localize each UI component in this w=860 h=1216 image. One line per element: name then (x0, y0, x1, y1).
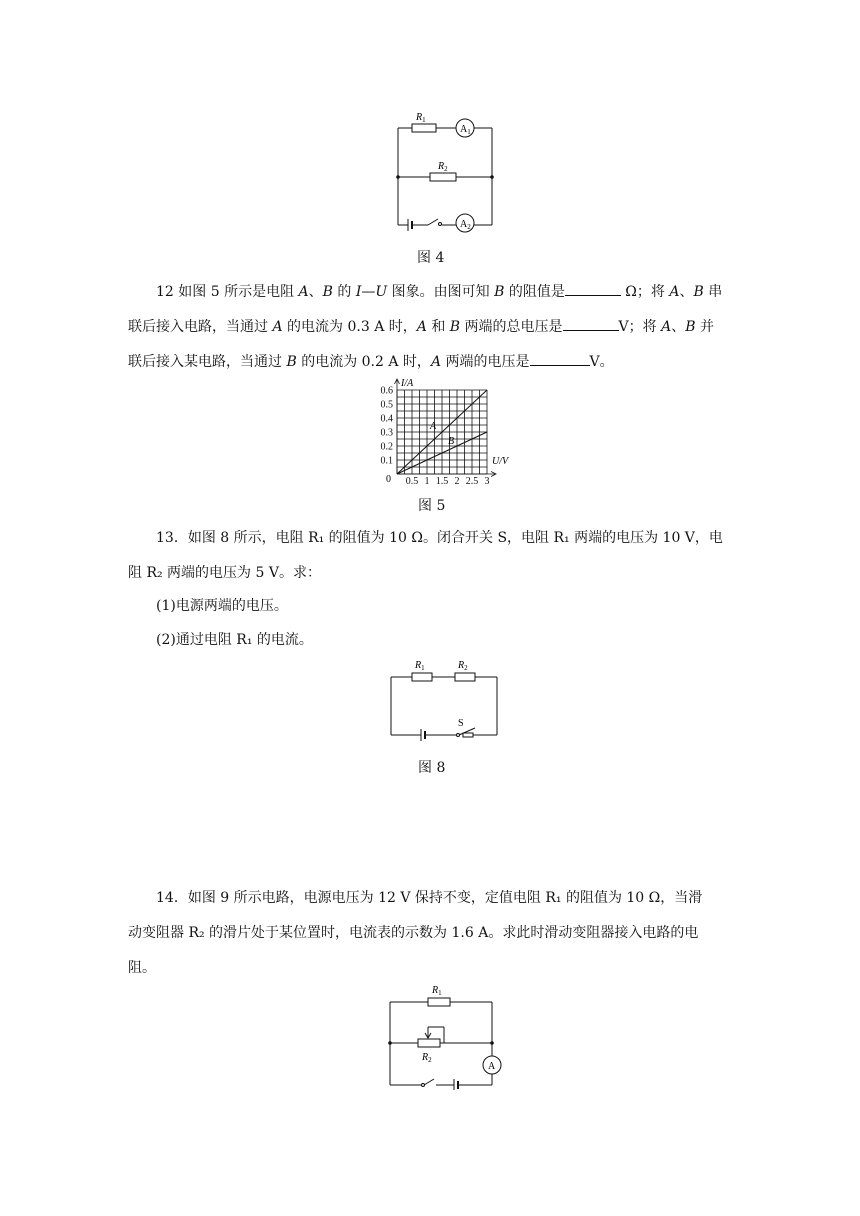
figure-4-caption: 图 4 (417, 250, 445, 266)
label-a2: $A_2$ (460, 219, 471, 231)
question-14-line-1: 14．如图 9 所示电路，电源电压为 12 V 保持不变，定值电阻 R₁ 的阻值为 10 Ω，当滑 (156, 890, 703, 906)
x-tick-label: 1 (424, 476, 430, 487)
resistor-r2 (455, 673, 475, 681)
label-r2: $R_2$ (458, 660, 468, 672)
question-13-sub-1: (1)电源两端的电压。 (156, 598, 288, 614)
line-b-label: B (448, 436, 455, 447)
figure-9-circuit (382, 980, 510, 1090)
line-a-label: A (430, 421, 437, 432)
question-12-line-3: 联后接入某电路，当通过 B 的电流为 0.2 A 时，A 两端的电压是 V。 (128, 354, 614, 370)
resistor-r1 (412, 673, 432, 681)
x-tick-label: 1.5 (435, 476, 449, 487)
x-tick-label: 0.5 (405, 476, 419, 487)
label-r1: $R_1$ (415, 660, 425, 672)
label-a: A (488, 1061, 496, 1072)
question-12-line-1: 12 如图 5 所示是电阻 A、B 的 I—U 图象。由图可知 B 的阻值是 Ω；将 A、B 串 (156, 284, 723, 300)
figure-8-circuit (385, 655, 505, 745)
label-a1: $A_1$ (460, 124, 471, 136)
x-axis-label: U/V (492, 456, 509, 467)
question-12-line-2: 联后接入电路，当通过 A 的电流为 0.3 A 时，A 和 B 两端的总电压是 V；将 A、B 并 (128, 319, 714, 335)
question-13-sub-2: (2)通过电阻 R₁ 的电流。 (156, 632, 313, 648)
question-14-line-2: 动变阻器 R₂ 的滑片处于某位置时，电流表的示数为 1.6 A。求此时滑动变阻器接入电路的电 (128, 925, 699, 941)
figure-5-caption: 图 5 (418, 498, 446, 514)
answer-blank-3[interactable] (530, 353, 590, 366)
resistor-r2 (430, 173, 456, 181)
x-tick-label: 3 (484, 476, 490, 487)
x-tick-label: 2.5 (465, 476, 479, 487)
question-14-line-3: 阻。 (128, 960, 156, 976)
figure-5-iu-graph (370, 372, 520, 490)
question-13-line-1: 13．如图 8 所示，电阻 R₁ 的阻值为 10 Ω。闭合开关 S，电阻 R₁ 两端的电压为 10 V，电 (156, 530, 723, 546)
y-tick-label: 0.5 (380, 399, 393, 411)
label-r1: $R_1$ (416, 112, 426, 124)
y-tick-label: 0.4 (380, 413, 393, 425)
answer-blank-1[interactable] (565, 283, 621, 296)
y-tick-label: 0.3 (380, 427, 393, 439)
figure-4-circuit (390, 108, 502, 233)
label-r2: $R_2$ (438, 161, 448, 173)
label-r1: $R_1$ (432, 985, 442, 997)
label-s: S (458, 718, 464, 729)
question-13-line-2: 阻 R₂ 两端的电压为 5 V。求： (128, 565, 321, 581)
resistor-r1 (412, 124, 436, 132)
y-tick-label: 0.1 (380, 455, 393, 467)
switch (428, 219, 438, 225)
answer-blank-2[interactable] (563, 318, 619, 331)
y-tick-label: 0.6 (380, 385, 393, 397)
label-r2: $R_2$ (422, 1052, 432, 1064)
figure-8-caption: 图 8 (418, 760, 446, 776)
x-tick-label: 2 (454, 476, 460, 487)
switch (424, 1079, 434, 1085)
y-axis-label: I/A (401, 378, 414, 389)
resistor-r1 (428, 998, 450, 1006)
origin-label: 0 (386, 474, 391, 485)
y-tick-label: 0.2 (380, 441, 393, 453)
rheostat-r2 (418, 1039, 440, 1047)
